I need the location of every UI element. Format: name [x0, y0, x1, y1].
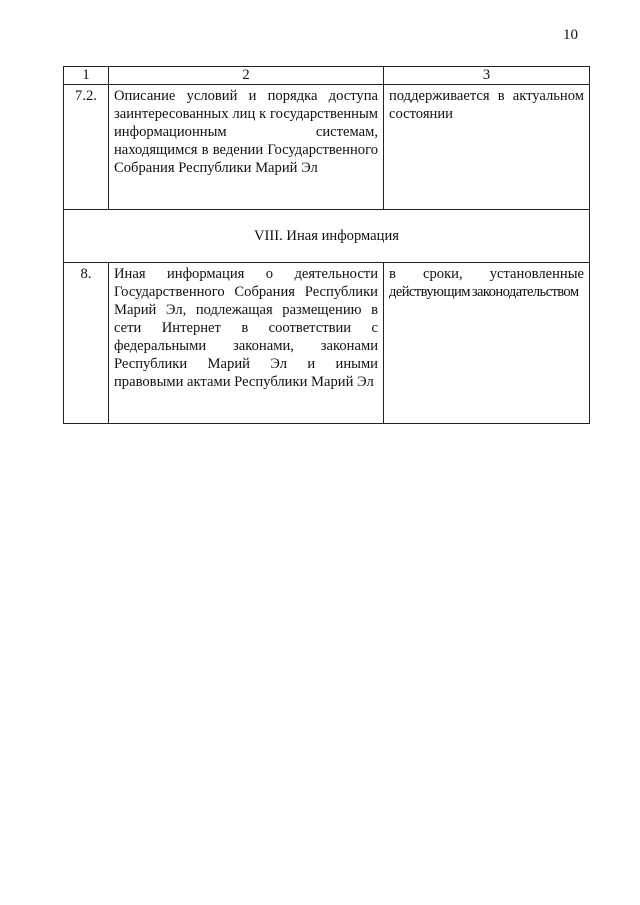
row-description: Описание условий и порядка доступа заинтересованных лиц к государственным информационным системам, находящимся в ведении Государственного Собрания Республики Марий Эл — [109, 85, 384, 210]
information-table — [63, 66, 590, 424]
section-title: VIII. Иная информация — [64, 210, 590, 263]
row-condition — [384, 263, 590, 424]
table-header-row — [64, 67, 590, 85]
column-condition-header: 3 — [384, 67, 590, 85]
column-description-header: 2 — [109, 67, 384, 85]
table-row — [64, 263, 590, 424]
column-number-header: 1 — [64, 67, 109, 85]
row-condition: поддерживается в актуальном состоянии — [384, 85, 590, 210]
row-description: Иная информация о деятельности Государственного Собрания Республики Марий Эл, подлежащая размещению в сети Интернет в соответствии с федеральными законами, законами Республики Марий Эл и иными правовыми актами Республики Марий Эл — [109, 263, 384, 424]
table-row — [64, 85, 590, 210]
row-number: 7.2. — [64, 85, 109, 210]
row-condition-line: в сроки, установленные — [389, 266, 584, 282]
page-number: 10 — [563, 27, 578, 43]
row-condition-line: действующим законодательством — [389, 284, 579, 300]
section-heading-row — [64, 210, 590, 263]
row-number: 8. — [64, 263, 109, 424]
